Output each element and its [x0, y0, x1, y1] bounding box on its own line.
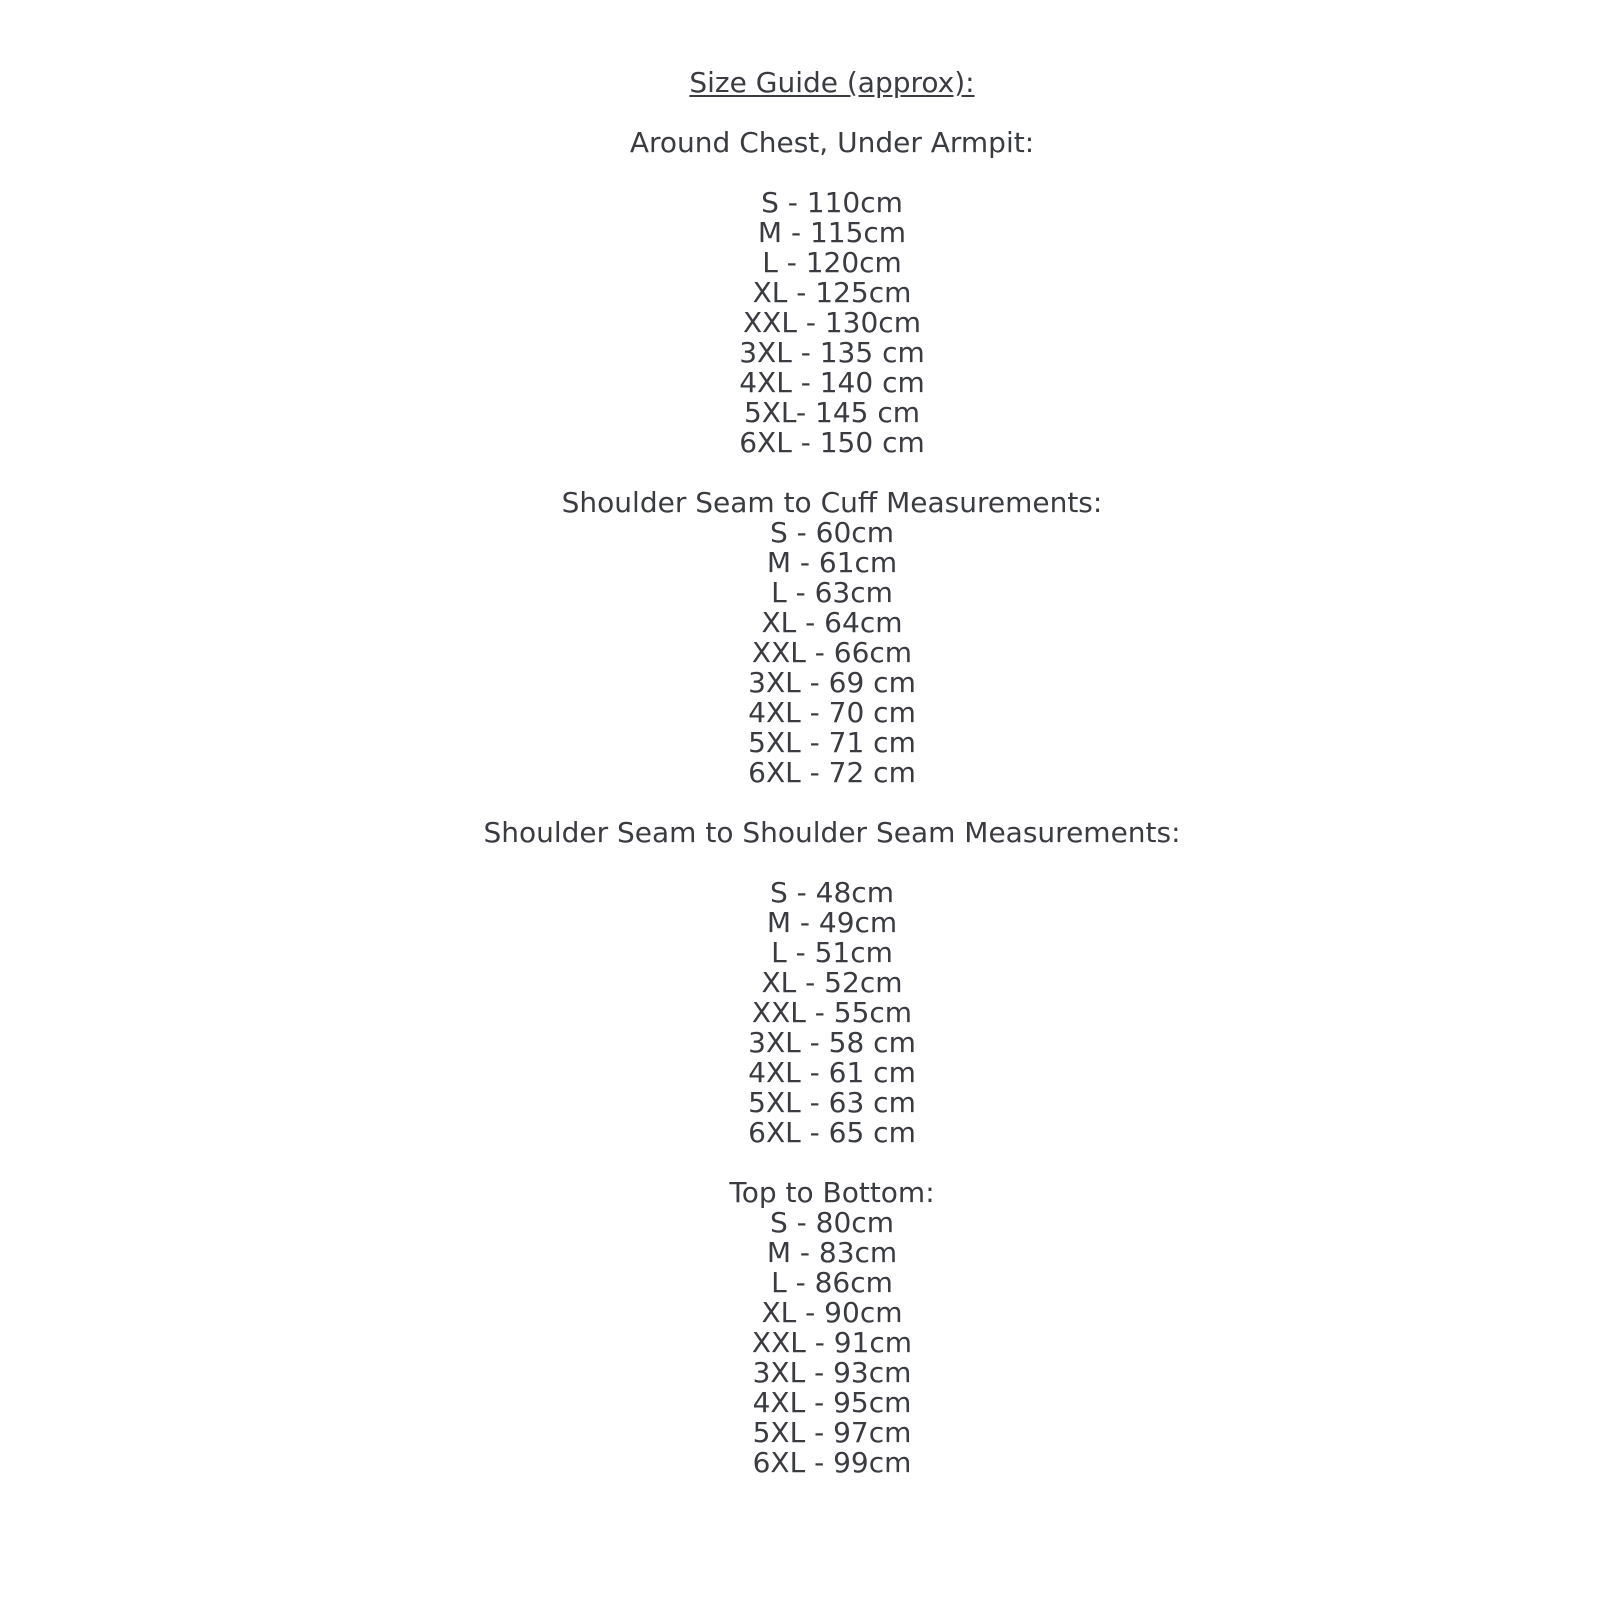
section-heading-seam-to-cuff: Shoulder Seam to Cuff Measurements: — [561, 486, 1103, 519]
size-line: XXL - 130cm — [743, 306, 921, 339]
size-list-top-to-bottom — [64, 1208, 1600, 1478]
size-line: XXL - 66cm — [751, 636, 913, 669]
size-line: XL - 52cm — [761, 966, 903, 999]
size-list-around-chest — [64, 188, 1600, 458]
size-guide-title: Size Guide (approx): — [689, 66, 975, 99]
size-line: 5XL- 145 cm — [743, 396, 921, 429]
size-line: 5XL - 63 cm — [748, 1086, 916, 1119]
size-line: M - 61cm — [766, 546, 898, 579]
size-line: 3XL - 69 cm — [748, 666, 916, 699]
size-line: XL - 125cm — [752, 276, 912, 309]
size-line: 6XL - 72 cm — [748, 756, 916, 789]
size-line: M - 49cm — [766, 906, 898, 939]
size-line: 3XL - 93cm — [752, 1356, 912, 1389]
size-line: L - 120cm — [762, 246, 902, 279]
size-line: XL - 64cm — [761, 606, 903, 639]
size-line: S - 48cm — [770, 876, 894, 909]
size-line: 4XL - 61 cm — [748, 1056, 916, 1089]
size-line: 6XL - 99cm — [752, 1446, 912, 1479]
section-heading-seam-to-seam: Shoulder Seam to Shoulder Seam Measurements: — [483, 816, 1181, 849]
size-line: 5XL - 71 cm — [748, 726, 916, 759]
size-line: 4XL - 95cm — [752, 1386, 912, 1419]
size-line: 6XL - 150 cm — [739, 426, 925, 459]
size-line: L - 51cm — [771, 936, 893, 969]
size-line: XXL - 55cm — [751, 996, 913, 1029]
size-line: 5XL - 97cm — [752, 1416, 912, 1449]
size-line: S - 110cm — [761, 186, 903, 219]
size-line: 3XL - 58 cm — [748, 1026, 916, 1059]
size-line: M - 83cm — [766, 1236, 898, 1269]
size-list-seam-to-cuff — [64, 518, 1600, 788]
section-heading-top-to-bottom: Top to Bottom: — [729, 1176, 935, 1209]
size-line: 4XL - 140 cm — [739, 366, 925, 399]
size-line: 6XL - 65 cm — [748, 1116, 916, 1149]
size-line: 3XL - 135 cm — [739, 336, 925, 369]
section-heading-around-chest: Around Chest, Under Armpit: — [629, 126, 1035, 159]
size-line: 4XL - 70 cm — [748, 696, 916, 729]
size-list-seam-to-seam — [64, 878, 1600, 1148]
size-line: XL - 90cm — [761, 1296, 903, 1329]
size-line: S - 60cm — [770, 516, 894, 549]
size-line: M - 115cm — [757, 216, 907, 249]
size-line: L - 63cm — [771, 576, 893, 609]
size-line: XXL - 91cm — [751, 1326, 913, 1359]
size-line: L - 86cm — [771, 1266, 893, 1299]
size-line: S - 80cm — [770, 1206, 894, 1239]
